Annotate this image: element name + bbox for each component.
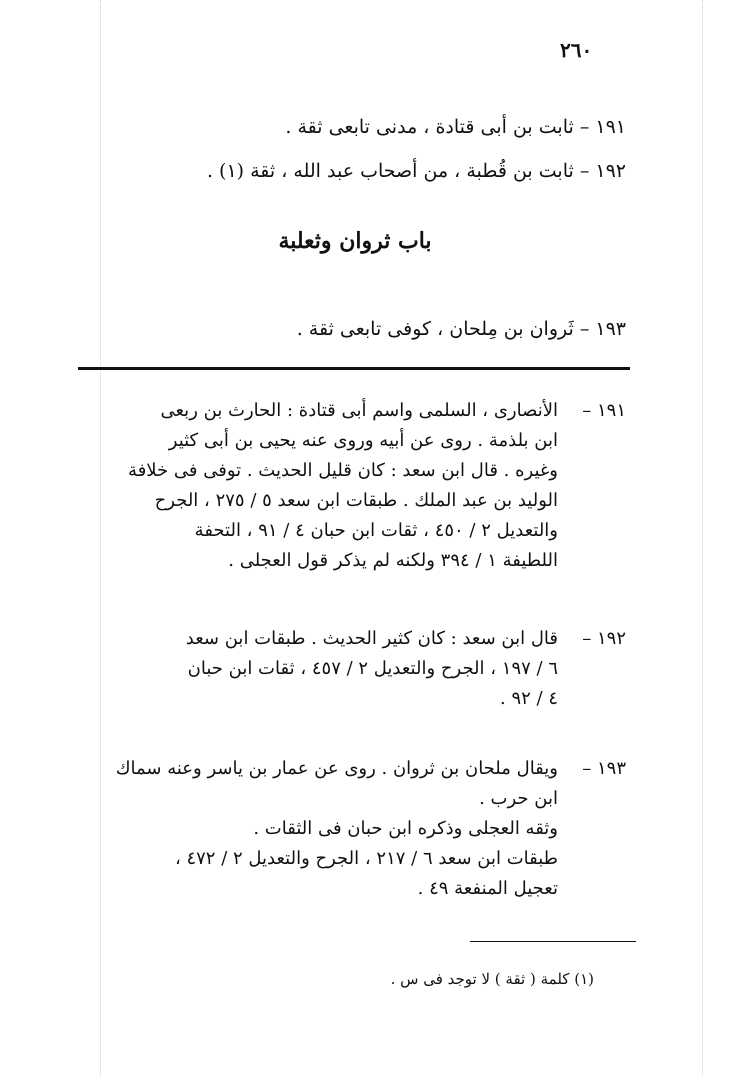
entry-text: ثَروان بن مِلحان ، كوفى تابعى ثقة . — [296, 318, 574, 340]
notes-divider — [78, 367, 630, 370]
margin-guide — [702, 0, 704, 1076]
note-line: الوليد بن عبد الملك . طبقات ابن سعد ٥ / ٢٧٥ ، الجرح — [154, 490, 558, 511]
note-line: والتعديل ٢ / ٤٥٠ ، ثقات ابن حبان ٤ / ٩١ ، التحفة — [194, 520, 558, 541]
note-number: ١٩١ – — [582, 400, 626, 421]
footnote-divider — [470, 941, 636, 942]
entry-192 — [106, 156, 626, 186]
entry-number: ١٩١ — [595, 116, 626, 138]
note-line: وثقه العجلى وذكره ابن حبان فى الثقات . — [253, 818, 558, 839]
entry-191 — [106, 112, 626, 142]
note-line: ويقال ملحان بن ثروان . روى عن عمار بن ياسر وعنه سماك — [115, 758, 558, 779]
note-line: ٤ / ٩٢ . — [500, 688, 558, 709]
entry-number: ١٩٢ — [595, 160, 626, 182]
note-line: الأنصارى ، السلمى واسم أبى قتادة : الحارث بن ربعى — [160, 400, 558, 421]
entry-text: ثابت بن قُطبة ، من أصحاب عبد الله ، ثقة (١) . — [206, 160, 574, 182]
entry-dash: – — [579, 160, 590, 182]
entry-193 — [106, 314, 626, 344]
note-192 — [86, 624, 626, 714]
note-line: طبقات ابن سعد ٦ / ٢١٧ ، الجرح والتعديل ٢ / ٤٧٢ ، — [174, 848, 558, 869]
entry-dash: – — [579, 116, 590, 138]
entry-text: ثابت بن أبى قتادة ، مدنى تابعى ثقة . — [285, 116, 574, 138]
section-title: باب ثروان وثعلبة — [278, 228, 432, 254]
page-number: ٢٦٠ — [560, 38, 593, 62]
note-line: اللطيفة ١ / ٣٩٤ ولكنه لم يذكر قول العجلى . — [228, 550, 558, 571]
entry-dash: – — [579, 318, 590, 340]
note-line: وغيره . قال ابن سعد : كان قليل الحديث . توفى فى خلافة — [128, 460, 558, 481]
note-191 — [86, 396, 626, 576]
note-line: تعجيل المنفعة ٤٩ . — [417, 878, 558, 899]
note-line: ٦ / ١٩٧ ، الجرح والتعديل ٢ / ٤٥٧ ، ثقات ابن حبان — [187, 658, 558, 679]
note-number: ١٩٢ – — [582, 628, 626, 649]
note-line: قال ابن سعد : كان كثير الحديث . طبقات ابن سعد — [185, 628, 558, 649]
note-line: ابن بلذمة . روى عن أبيه وروى عنه يحيى بن أبى كثير — [168, 430, 558, 451]
note-number: ١٩٣ – — [582, 758, 626, 779]
entry-number: ١٩٣ — [595, 318, 626, 340]
note-line: ابن حرب . — [479, 788, 558, 809]
note-193 — [86, 754, 626, 904]
footnote: (١) كلمة ( ثقة ) لا توجد فى س . — [390, 970, 594, 988]
